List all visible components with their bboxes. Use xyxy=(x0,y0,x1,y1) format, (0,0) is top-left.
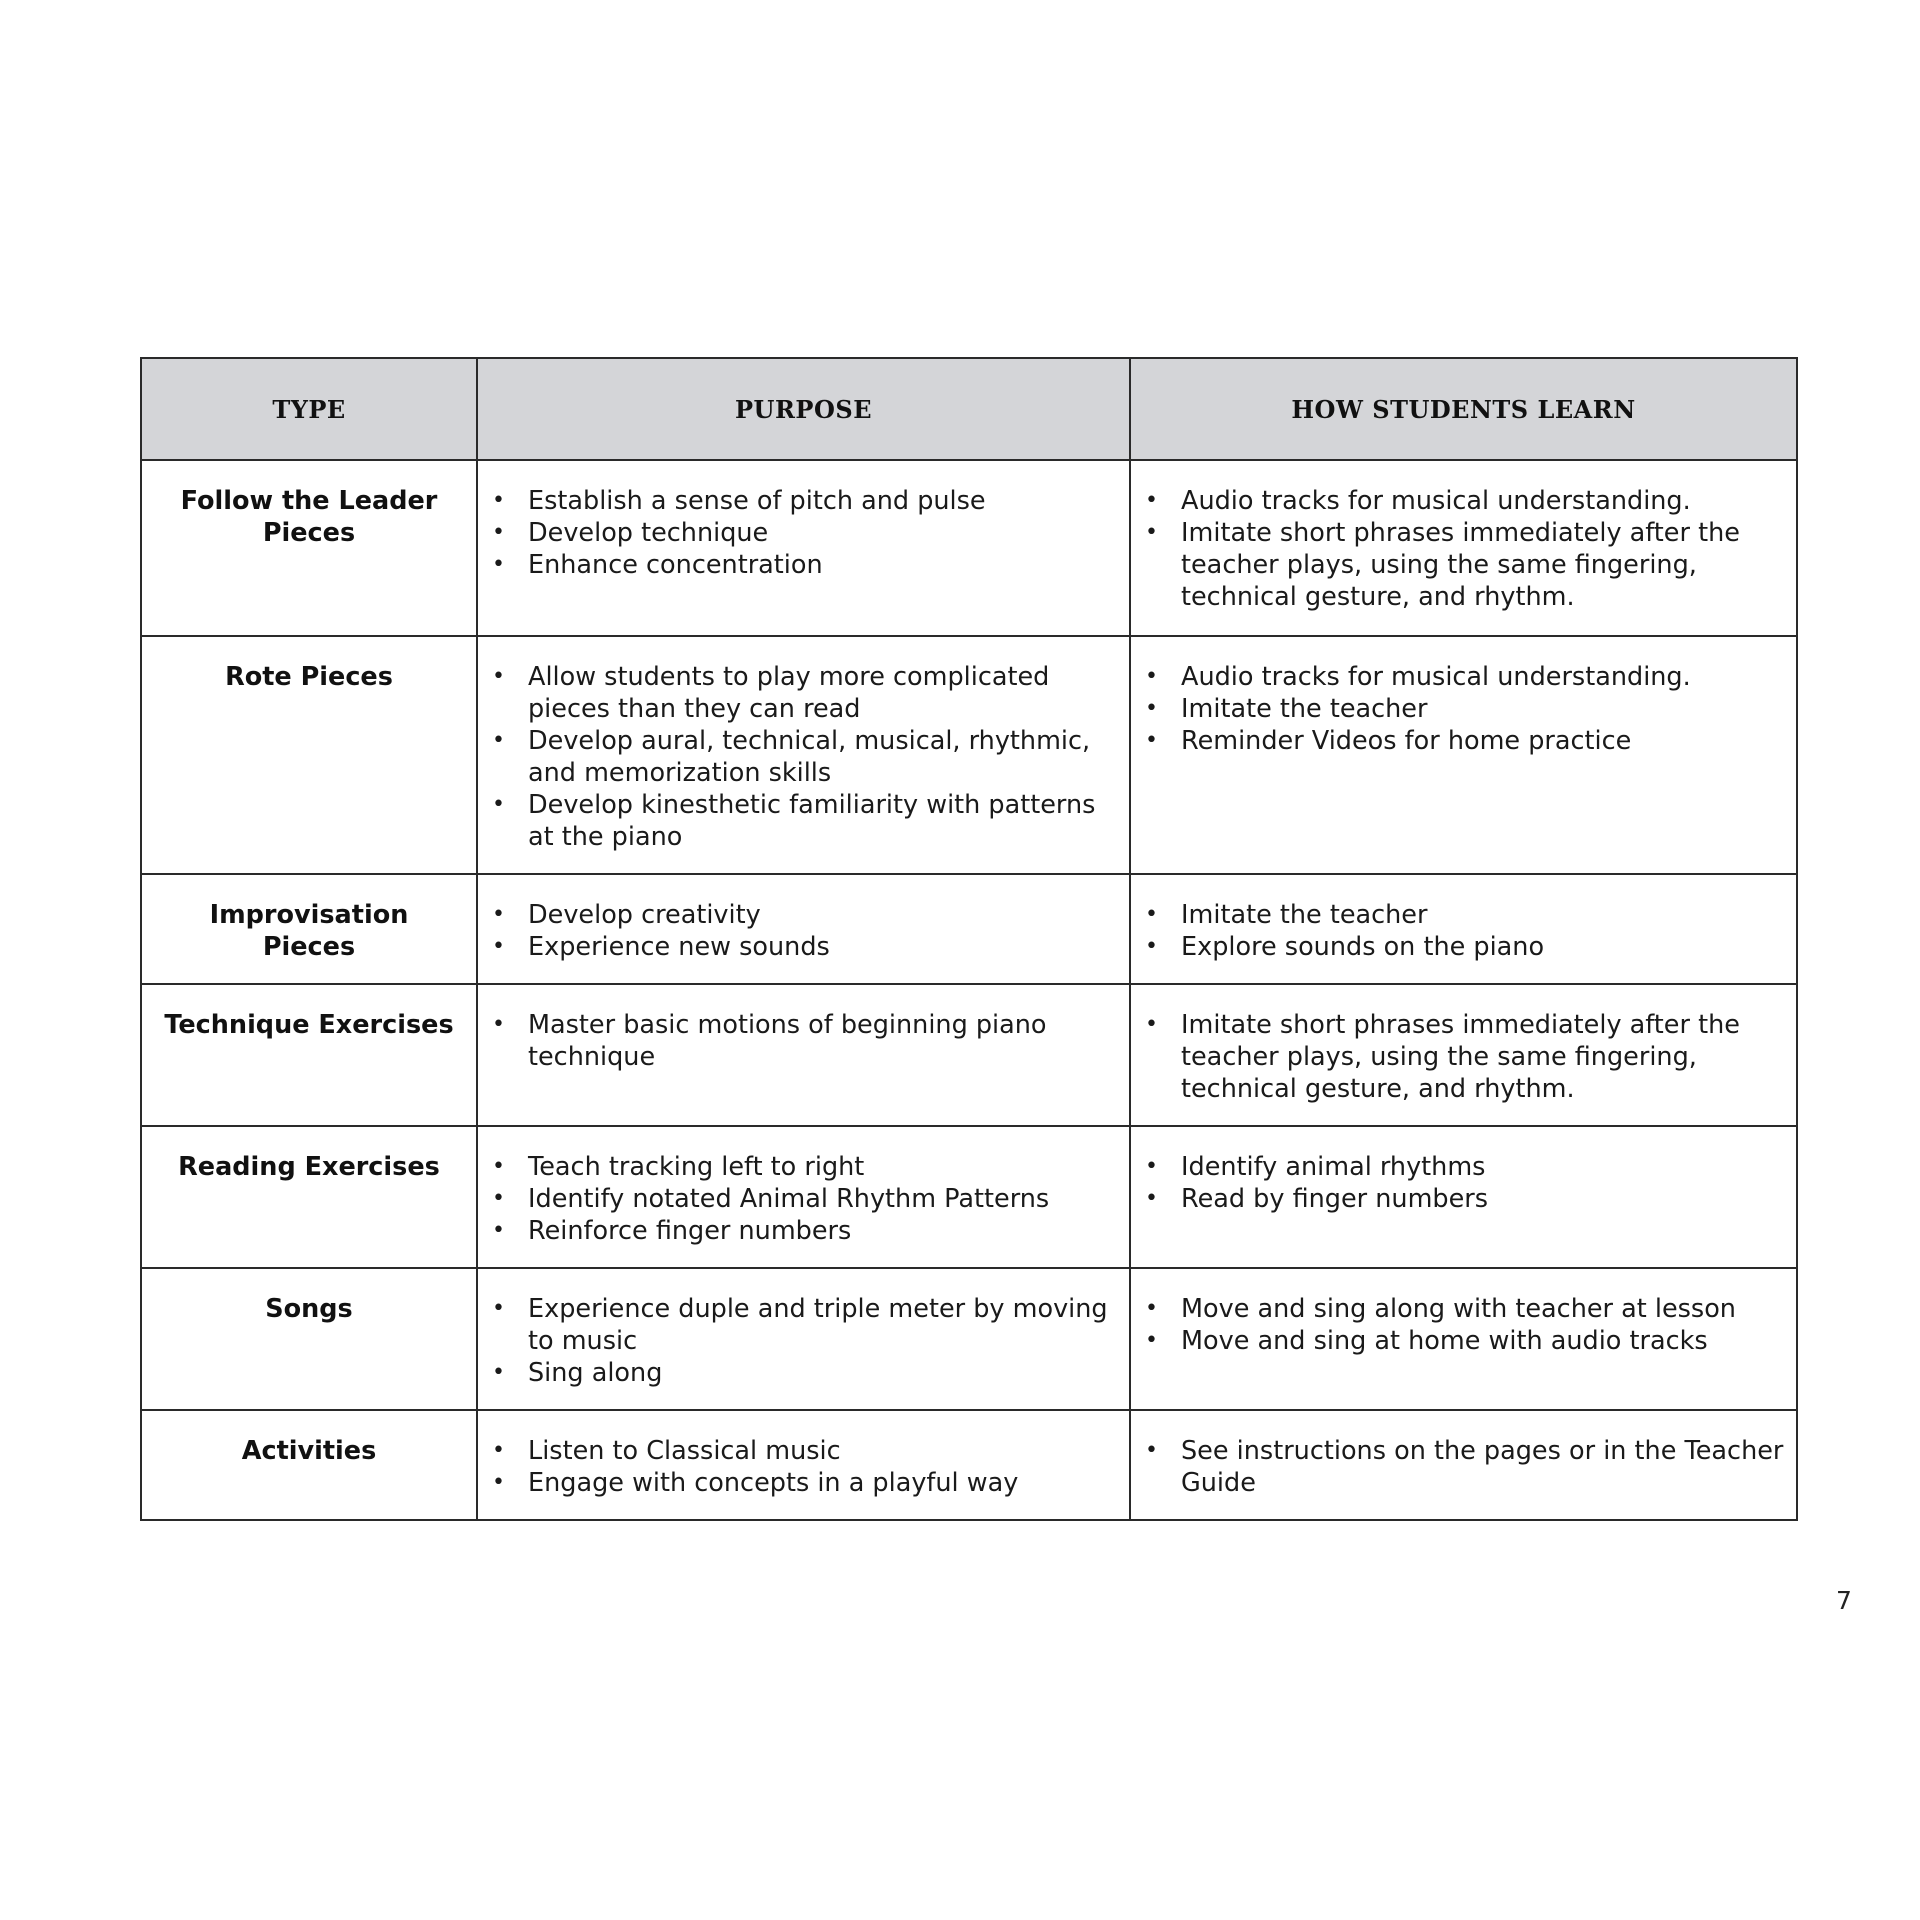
list-item: • Imitate the teacher xyxy=(1139,899,1788,931)
table-row xyxy=(141,1268,1797,1410)
list-item: • Identify notated Animal Rhythm Patterns xyxy=(486,1183,1121,1215)
list-item: • Develop kinesthetic familiarity with patterns at the piano xyxy=(486,789,1121,853)
list-item: • Imitate the teacher xyxy=(1139,693,1788,725)
table-row xyxy=(141,1410,1797,1520)
header-row xyxy=(141,358,1797,460)
curriculum-table xyxy=(140,357,1798,1521)
purpose-cell xyxy=(477,984,1130,1126)
list-item: • Explore sounds on the piano xyxy=(1139,931,1788,963)
how-cell xyxy=(1130,1410,1797,1520)
type-cell: Activities xyxy=(141,1410,477,1520)
list-item: • Allow students to play more complicated pieces than they can read xyxy=(486,661,1121,725)
list-item: • Move and sing at home with audio tracks xyxy=(1139,1325,1788,1357)
list-item: • Develop technique xyxy=(486,517,1121,549)
purpose-list xyxy=(486,1293,1121,1389)
list-item: • Audio tracks for musical understanding. xyxy=(1139,485,1788,517)
purpose-cell xyxy=(477,1410,1130,1520)
purpose-list xyxy=(486,1151,1121,1247)
header-type: TYPE xyxy=(141,358,477,460)
type-cell: Follow the Leader Pieces xyxy=(141,460,477,636)
list-item: • Listen to Classical music xyxy=(486,1435,1121,1467)
list-item: • Identify animal rhythms xyxy=(1139,1151,1788,1183)
list-item: • Experience new sounds xyxy=(486,931,1121,963)
purpose-list xyxy=(486,1435,1121,1499)
how-list xyxy=(1139,1151,1788,1215)
purpose-cell xyxy=(477,460,1130,636)
how-list xyxy=(1139,1293,1788,1357)
type-cell: Reading Exercises xyxy=(141,1126,477,1268)
purpose-cell xyxy=(477,1126,1130,1268)
table-row xyxy=(141,1126,1797,1268)
list-item: • Reinforce finger numbers xyxy=(486,1215,1121,1247)
type-cell: Improvisation Pieces xyxy=(141,874,477,984)
purpose-list xyxy=(486,899,1121,963)
type-cell: Rote Pieces xyxy=(141,636,477,874)
list-item: • Audio tracks for musical understanding. xyxy=(1139,661,1788,693)
purpose-cell xyxy=(477,874,1130,984)
how-list xyxy=(1139,485,1788,613)
list-item: • Master basic motions of beginning piano technique xyxy=(486,1009,1121,1073)
page-number: 7 xyxy=(1836,1586,1852,1615)
purpose-list xyxy=(486,1009,1121,1073)
table-row xyxy=(141,636,1797,874)
list-item: • See instructions on the pages or in the Teacher Guide xyxy=(1139,1435,1788,1499)
how-list xyxy=(1139,1009,1788,1105)
list-item: • Develop aural, technical, musical, rhythmic, and memorization skills xyxy=(486,725,1121,789)
list-item: • Reminder Videos for home practice xyxy=(1139,725,1788,757)
type-cell: Technique Exercises xyxy=(141,984,477,1126)
list-item: • Teach tracking left to right xyxy=(486,1151,1121,1183)
how-cell xyxy=(1130,460,1797,636)
list-item: • Read by finger numbers xyxy=(1139,1183,1788,1215)
purpose-list xyxy=(486,485,1121,581)
how-cell xyxy=(1130,1126,1797,1268)
table-row xyxy=(141,874,1797,984)
purpose-list xyxy=(486,661,1121,853)
how-cell xyxy=(1130,984,1797,1126)
list-item: • Imitate short phrases immediately after the teacher plays, using the same fingering, technical gesture, and rhythm. xyxy=(1139,517,1788,613)
table-row xyxy=(141,984,1797,1126)
list-item: • Experience duple and triple meter by moving to music xyxy=(486,1293,1121,1357)
list-item: • Imitate short phrases immediately after the teacher plays, using the same fingering, technical gesture, and rhythm. xyxy=(1139,1009,1788,1105)
purpose-cell xyxy=(477,1268,1130,1410)
header-purpose: PURPOSE xyxy=(477,358,1130,460)
list-item: • Enhance concentration xyxy=(486,549,1121,581)
list-item: • Establish a sense of pitch and pulse xyxy=(486,485,1121,517)
how-list xyxy=(1139,661,1788,757)
header-how-students-learn: HOW STUDENTS LEARN xyxy=(1130,358,1797,460)
type-cell: Songs xyxy=(141,1268,477,1410)
how-cell xyxy=(1130,1268,1797,1410)
list-item: • Engage with concepts in a playful way xyxy=(486,1467,1121,1499)
how-cell xyxy=(1130,636,1797,874)
how-list xyxy=(1139,1435,1788,1499)
table-row xyxy=(141,460,1797,636)
list-item: • Develop creativity xyxy=(486,899,1121,931)
how-list xyxy=(1139,899,1788,963)
list-item: • Move and sing along with teacher at lesson xyxy=(1139,1293,1788,1325)
purpose-cell xyxy=(477,636,1130,874)
list-item: • Sing along xyxy=(486,1357,1121,1389)
how-cell xyxy=(1130,874,1797,984)
